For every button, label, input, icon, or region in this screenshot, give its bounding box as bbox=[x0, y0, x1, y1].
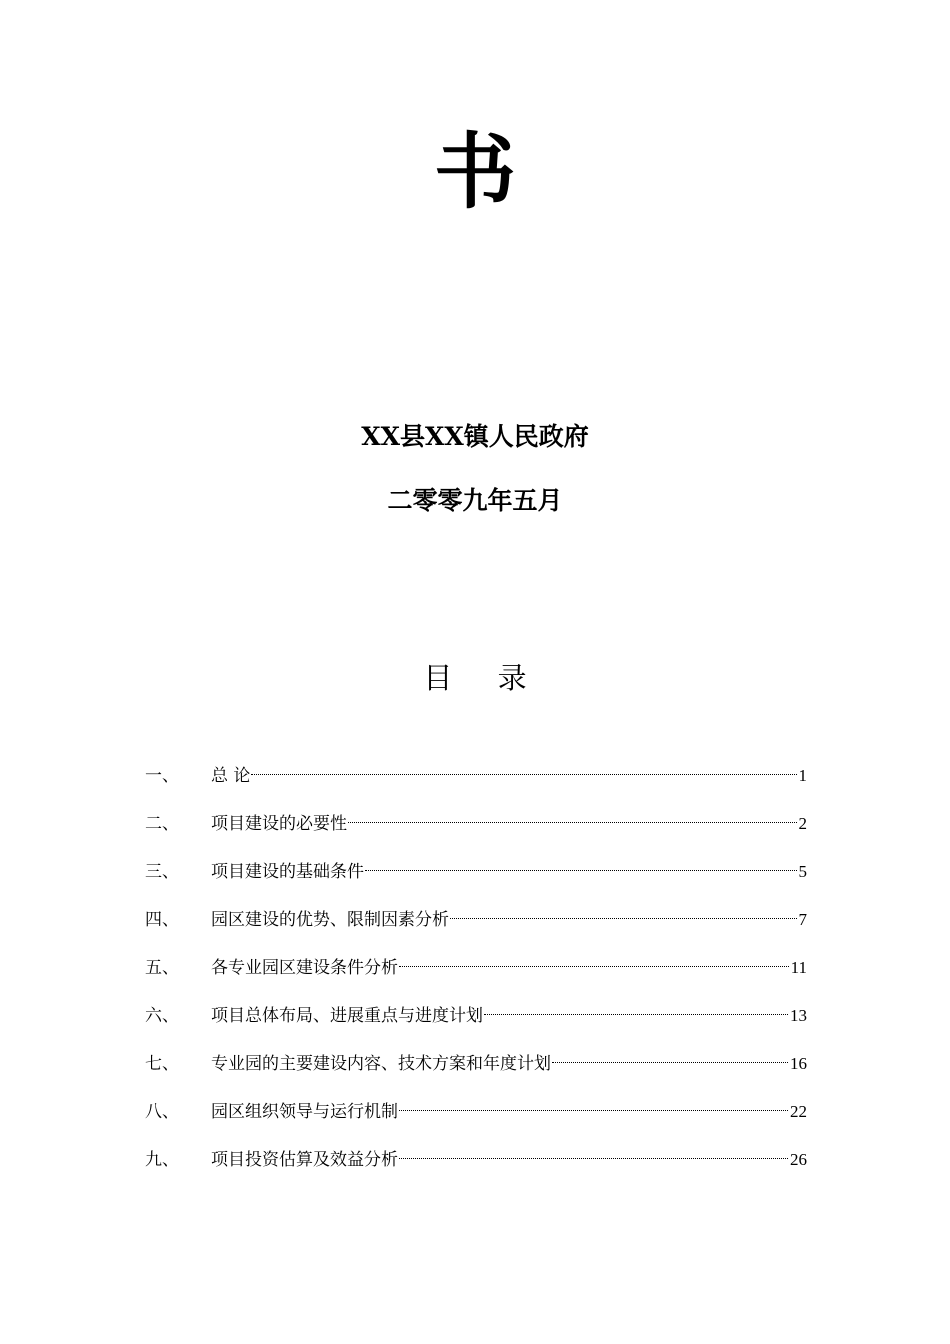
toc-leader-dots bbox=[399, 965, 789, 967]
toc-entry[interactable] bbox=[145, 806, 807, 854]
toc-title: 目 录 bbox=[423, 661, 545, 695]
toc-entry-title: 各专业园区建设条件分析 bbox=[211, 958, 398, 978]
toc-entry-page: 5 bbox=[798, 862, 807, 881]
toc-entry[interactable] bbox=[145, 758, 807, 806]
toc-entry-page: 2 bbox=[798, 814, 807, 833]
toc-entry-number: 九、 bbox=[145, 1150, 179, 1170]
toc-entry-page: 7 bbox=[798, 910, 807, 929]
table-of-contents bbox=[145, 758, 807, 1190]
toc-entry-title: 园区建设的优势、限制因素分析 bbox=[211, 910, 449, 930]
toc-entry[interactable] bbox=[145, 1142, 807, 1190]
toc-leader-dots bbox=[399, 1109, 788, 1111]
toc-entry-page: 1 bbox=[798, 766, 807, 785]
issue-date: 二零零九年五月 bbox=[387, 486, 563, 515]
toc-entry-page: 13 bbox=[790, 1006, 807, 1025]
toc-entry-title: 总 论 bbox=[211, 766, 251, 786]
toc-leader-dots bbox=[484, 1013, 788, 1015]
toc-entry-number: 四、 bbox=[145, 910, 179, 930]
toc-entry-page: 11 bbox=[790, 958, 807, 977]
toc-entry-title: 专业园的主要建设内容、技术方案和年度计划 bbox=[211, 1054, 551, 1074]
toc-entry-page: 22 bbox=[790, 1102, 807, 1121]
toc-entry-page: 26 bbox=[790, 1150, 807, 1169]
toc-entry-number: 二、 bbox=[145, 814, 179, 834]
toc-entry[interactable] bbox=[145, 998, 807, 1046]
toc-entry-title: 项目建设的必要性 bbox=[211, 814, 347, 834]
toc-entry-number: 一、 bbox=[145, 766, 179, 786]
toc-leader-dots bbox=[251, 773, 796, 775]
toc-entry-number: 七、 bbox=[145, 1054, 179, 1074]
toc-leader-dots bbox=[552, 1061, 788, 1063]
toc-entry-title: 项目投资估算及效益分析 bbox=[211, 1150, 398, 1170]
toc-leader-dots bbox=[365, 869, 797, 871]
issuer-name: XX县XX镇人民政府 bbox=[361, 422, 589, 451]
toc-entry-page: 16 bbox=[790, 1054, 807, 1073]
toc-entry-number: 三、 bbox=[145, 862, 179, 882]
toc-entry[interactable] bbox=[145, 854, 807, 902]
toc-leader-dots bbox=[450, 917, 797, 919]
toc-entry[interactable] bbox=[145, 902, 807, 950]
toc-entry[interactable] bbox=[145, 1094, 807, 1142]
toc-entry[interactable] bbox=[145, 1046, 807, 1094]
toc-leader-dots bbox=[399, 1157, 788, 1159]
toc-entry-number: 五、 bbox=[145, 958, 179, 978]
toc-entry-number: 六、 bbox=[145, 1006, 179, 1026]
toc-entry-title: 项目建设的基础条件 bbox=[211, 862, 364, 882]
toc-entry-number: 八、 bbox=[145, 1102, 179, 1122]
toc-leader-dots bbox=[348, 821, 797, 823]
toc-entry-title: 项目总体布局、进展重点与进度计划 bbox=[211, 1006, 483, 1026]
document-title-fragment: 书 bbox=[433, 125, 516, 220]
toc-entry[interactable] bbox=[145, 950, 807, 998]
toc-entry-title: 园区组织领导与运行机制 bbox=[211, 1102, 398, 1122]
